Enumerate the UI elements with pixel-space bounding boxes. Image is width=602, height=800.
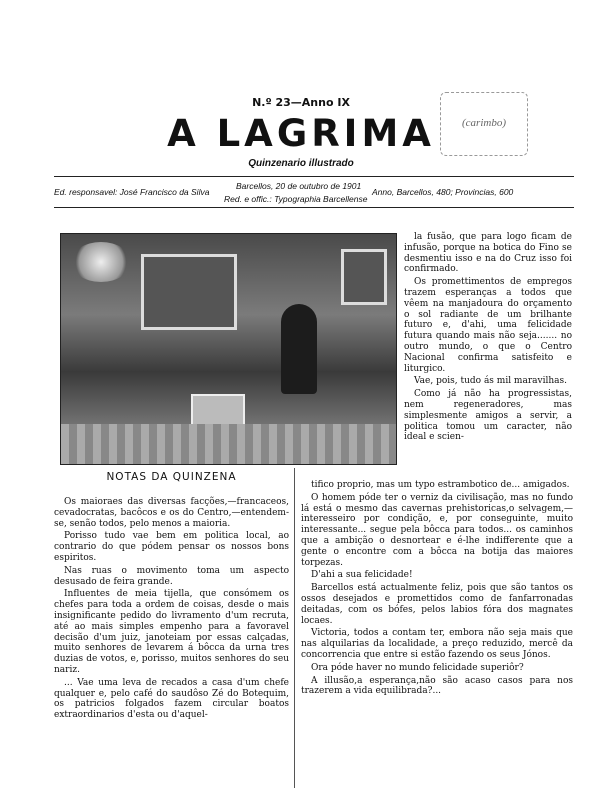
editor-line: Ed. responsavel: José Francisco da Silva <box>54 187 210 197</box>
office-line: Red. e offic.: Typographia Barcellense <box>224 194 368 204</box>
paragraph: Influentes de meia tijella, que consómem os chefes para toda a ordem de coisas, desde o mais insignificante pedido do livramento d'um recruta, até ao mais simples empenho para a favoravel decisão d'um juiz, janoteiam por essas calçadas, muito senhores de levarem á bôcca da urna tres duzias de votos, e, porisso, muitos senhores do seu nariz. <box>54 589 289 675</box>
paragraph: A illusão,a esperança,não são acaso casos para nos trazerem a vida equilibrada?... <box>301 675 573 697</box>
middle-column <box>301 480 573 699</box>
paragraph: ... Vae uma leva de recados a casa d'um chefe qualquer e, pelo café do saudôso Zé do Botequim, os patricios folgados fazem circular boatos extraordinarios d'esta ou d'aquel- <box>54 677 289 721</box>
paragraph: Barcellos está actualmente feliz, pois que são tantos os ossos desejados e promettidos como de fanfarronadas deitadas, com os bófes, pelos labios fóra dos magnates locaes. <box>301 583 573 626</box>
paragraph: Os maioraes das diversas facções,—francaceos, cevadocratas, bacôcos e os do Centro,—entendem-se, senão todos, pelo menos a maioria. <box>54 497 289 529</box>
painting-frame-small <box>341 249 387 305</box>
newspaper-subtitle: Quinzenario illustrado <box>248 158 354 169</box>
issue-number: N.º 23—Anno IX <box>252 96 350 109</box>
paragraph: O homem póde ter o verniz da civilisação, mas no fundo lá está o mesmo das cavernas prehistoricas,o selvagem,—interesseiro por condição, e, por conseguinte, muito interessante... segue pela bôcca para todos... os caminhos que a ambição o desnortear e é-lhe indifferente que a gente o encontre com a bôcca na botija das maiores torpezas. <box>301 492 573 568</box>
lamp-shape <box>71 242 131 282</box>
left-column <box>54 497 289 723</box>
price-line: Anno, Barcellos, 480; Provincias, 600 <box>372 187 514 197</box>
floor-pattern <box>61 424 396 464</box>
header-rule-bottom <box>54 207 574 208</box>
right-column <box>404 232 572 445</box>
header-rule-top <box>54 176 574 177</box>
date-line: Barcellos, 20 de outubro de 1901 <box>236 181 362 191</box>
paragraph: Victoria, todos a contam ter, embora não seja mais que nas alquilarias da localidade, a preço reduzido, mercê da concorrencia que entre si estão fazendo os seus Jónos. <box>301 628 573 660</box>
column-divider <box>294 468 295 788</box>
paragraph: Ora póde haver no mundo felicidade superiôr? <box>311 662 524 673</box>
paragraph: Como já não ha progressistas, nem regeneradores, mas simplesmente amigos a servir, a politica tomou um caracter, não ideal e scien- <box>404 389 572 443</box>
paragraph: Vae, pois, tudo ás mil maravilhas. <box>414 376 567 387</box>
paragraph: Os promettimentos de empregos trazem esperanças a todos que vêem na manjadoura do orçamento o sol radiante de um brilhante futuro e, d'ahi, uma felicidade futura quando mais não seja....... no outro mundo, o que o Centro Nacional confirma satisfeito e liturgico. <box>404 277 572 374</box>
painting-frame <box>141 254 237 330</box>
paragraph: Nas ruas o movimento toma um aspecto desusado de feira grande. <box>54 565 289 587</box>
newspaper-title: A LAGRIMA <box>167 112 435 155</box>
section-title: NOTAS DA QUINZENA <box>106 471 237 483</box>
paragraph: Porisso tudo vae bem em politica local, ao contrario do que pódem pensar os nossos bons espiritos. <box>54 531 289 563</box>
library-stamp: (carimbo) <box>440 92 528 156</box>
atelier-photograph <box>60 233 397 465</box>
painter-figure <box>281 304 317 394</box>
paragraph: la fusão, que para logo ficam de infusão, porque na botica do Fino se desmentiu isso e na do Cruz isso foi confirmado. <box>404 232 572 275</box>
paragraph: tifico proprio, mas um typo estrambotico de... amigados. <box>311 480 570 490</box>
paragraph: D'ahi a sua felicidade! <box>311 570 413 581</box>
